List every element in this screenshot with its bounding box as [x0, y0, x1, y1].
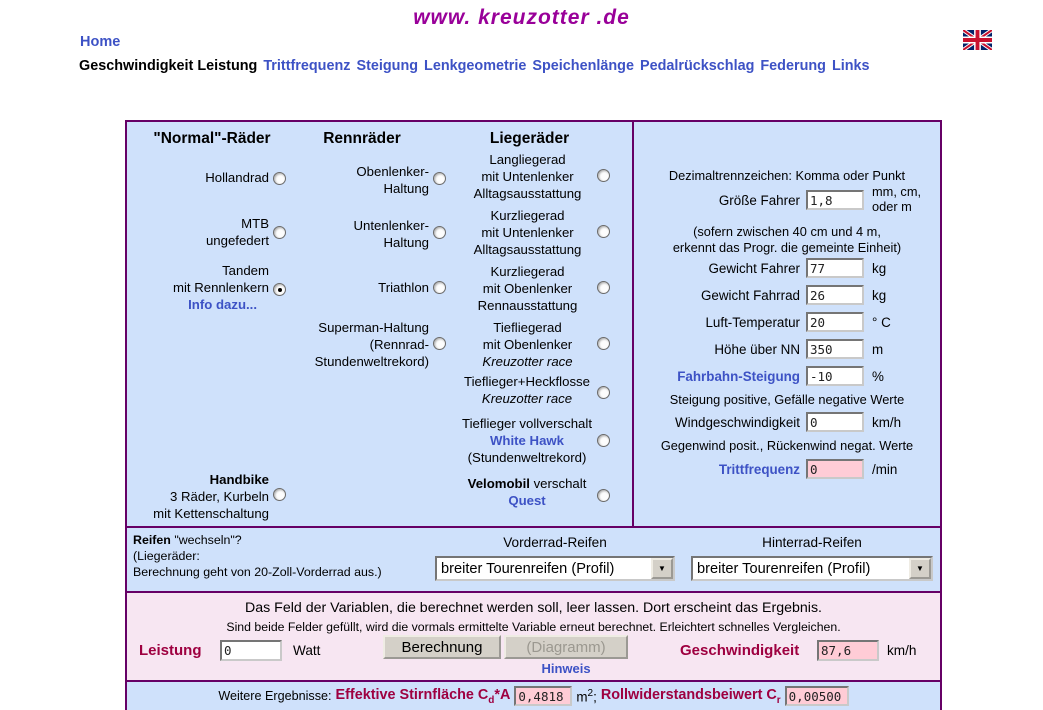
leistung-unit: Watt: [293, 643, 321, 658]
bike-and-params-section: [127, 122, 940, 526]
bike-radio-obenlenker[interactable]: [433, 172, 446, 185]
param-row-wind: [634, 412, 940, 434]
bike-option-tandem-label: [127, 262, 269, 313]
cda-subscript: d: [488, 694, 495, 706]
nav-link-lenkgeometrie[interactable]: Lenkgeometrie: [424, 58, 527, 74]
bike-option-mtb-label: [127, 215, 269, 249]
bike-option-obenlenker-label: [277, 163, 429, 197]
bike-line: Rennausstattung: [477, 298, 578, 313]
bike-option-handbike-label: [127, 471, 269, 522]
groesse-input[interactable]: [806, 190, 864, 210]
bike-radio-untenlenker[interactable]: [433, 226, 446, 239]
cr-label-text: Rollwiderstandsbeiwert C: [600, 686, 777, 703]
bike-line: MTB: [241, 216, 269, 231]
windgeschwindigkeit-unit: km/h: [872, 415, 902, 430]
bike-line: Haltung: [383, 235, 429, 250]
bike-line: Alltagsausstattung: [473, 186, 582, 201]
bike-radio-vollverschalt[interactable]: [597, 434, 610, 447]
param-row-gewicht-fahrrad: [634, 285, 940, 307]
bike-radio-kurzlieger-unten[interactable]: [597, 225, 610, 238]
bike-option-untenlenker-label: [277, 217, 429, 251]
gewicht-fahrrad-input[interactable]: [806, 285, 864, 305]
geschwindigkeit-unit: km/h: [887, 643, 917, 658]
berechnung-button[interactable]: Berechnung: [383, 635, 501, 659]
bike-option-tieflieger-label: [460, 319, 595, 370]
bike-line: Tieflieger vollverschalt: [462, 416, 592, 431]
calc-instruction-1: Das Feld der Variablen, die berechnet werden soll, leer lassen. Dort erscheint das Ergebnis.: [245, 600, 822, 616]
param-row-hoehe: [634, 339, 940, 361]
trittfrequenz-input[interactable]: [806, 459, 864, 479]
fahrbahn-steigung-input[interactable]: [806, 366, 864, 386]
gewicht-fahrrad-unit: kg: [872, 288, 887, 303]
bike-option-superman-label: [277, 319, 429, 370]
param-row-groesse: [634, 184, 940, 214]
bike-line: Langliegerad: [489, 152, 566, 167]
geschwindigkeit-label: Geschwindigkeit: [680, 642, 800, 659]
calculator-box: [125, 120, 942, 710]
bike-line: Untenlenker-: [353, 218, 429, 233]
bike-line: mit Obenlenker: [482, 337, 573, 352]
rear-tire-select[interactable]: [691, 556, 933, 581]
bike-radio-handbike[interactable]: [273, 488, 286, 501]
bike-line: Tandem: [222, 263, 269, 278]
param-row-luft-temperatur: [634, 312, 940, 334]
bike-line: (Stundenweltrekord): [467, 450, 587, 465]
bike-line: Tieflieger+Heckflosse: [464, 374, 590, 389]
bike-line: mit Kettenschaltung: [153, 506, 269, 521]
decimal-note: Dezimaltrennzeichen: Komma oder Punkt: [668, 168, 906, 183]
bike-line: Alltagsausstattung: [473, 242, 582, 257]
tire-note-line3: Berechnung geht von 20-Zoll-Vorderrad aus.): [133, 565, 382, 579]
white-hawk-link[interactable]: White Hawk: [489, 433, 564, 448]
nav-link-trittfrequenz[interactable]: Trittfrequenz: [263, 58, 351, 74]
gewicht-fahrrad-label: Gewicht Fahrrad: [701, 288, 800, 303]
tires-section: [127, 526, 940, 591]
gewicht-fahrer-input[interactable]: [806, 258, 864, 278]
diagramm-button: (Diagramm): [504, 635, 628, 659]
tire-note-line2: (Liegeräder:: [133, 549, 200, 563]
results-prefix: Weitere Ergebnisse:: [218, 689, 332, 703]
bike-line: (Rennrad-: [369, 337, 429, 352]
rear-tire-dropdown-arrow-icon[interactable]: ▼: [909, 558, 931, 579]
front-tire-header: Vorderrad-Reifen: [503, 535, 607, 550]
windgeschwindigkeit-label: Windgeschwindigkeit: [674, 415, 800, 430]
bike-radio-heckflosse[interactable]: [597, 386, 610, 399]
hinweis-link-wrap: [504, 661, 628, 676]
rear-tire-header: Hinterrad-Reifen: [762, 535, 862, 550]
trittfrequenz-unit: /min: [872, 462, 898, 477]
cr-label: [601, 687, 781, 706]
cda-unit-text: m: [576, 689, 588, 705]
results-separator: ;: [593, 689, 597, 705]
bike-line: Kurzliegerad: [490, 208, 565, 223]
gewicht-fahrer-label: Gewicht Fahrer: [708, 261, 800, 276]
bike-line-italic: Kreuzotter race: [482, 354, 573, 369]
nav-link-pedalrueckschlag[interactable]: Pedalrückschlag: [639, 58, 755, 74]
bike-radio-langlieger[interactable]: [597, 169, 610, 182]
bike-option-langlieger-label: [460, 151, 595, 202]
nav-current-page: Geschwindigkeit Leistung: [79, 58, 258, 74]
bike-line: mit Rennlenkern: [172, 280, 269, 295]
leistung-input[interactable]: [220, 640, 282, 661]
bike-option-velomobil-label: [452, 475, 602, 509]
bike-line: Handbike: [209, 472, 269, 487]
bike-line: 3 Räder, Kurbeln: [170, 489, 269, 504]
tire-note-rest: "wechseln"?: [170, 533, 242, 547]
bike-line: Tiefliegerad: [493, 320, 562, 335]
front-tire-dropdown-arrow-icon[interactable]: ▼: [651, 558, 673, 579]
further-results-section: [127, 680, 940, 710]
bike-line: Superman-Haltung: [318, 320, 429, 335]
front-tire-select[interactable]: [435, 556, 675, 581]
bike-option-vollverschalt-label: [452, 415, 602, 466]
param-row-trittfrequenz: [634, 459, 940, 481]
front-tire-selected-value: breiter Tourenreifen (Profil): [441, 560, 615, 577]
bike-radio-triathlon[interactable]: [433, 281, 446, 294]
bike-radio-velomobil[interactable]: [597, 489, 610, 502]
tire-note: [133, 532, 382, 580]
cda-label-text: Effektive Stirnfläche C: [335, 686, 489, 703]
hinweis-link[interactable]: Hinweis: [541, 661, 591, 676]
bike-line: verschalt: [529, 476, 587, 491]
bike-line: Velomobil: [467, 476, 530, 491]
calculation-section: [127, 591, 940, 680]
unit-line: mm, cm,: [872, 184, 922, 199]
hoehe-input[interactable]: [806, 339, 864, 359]
bike-radio-tieflieger[interactable]: [597, 337, 610, 350]
hoehe-unit: m: [872, 342, 884, 357]
cda-unit-sup: 2: [587, 687, 594, 699]
bike-line-italic: Kreuzotter race: [481, 391, 573, 406]
size-note-2: erkennt das Progr. die gemeinte Einheit): [672, 240, 902, 255]
luft-temperatur-label: Luft-Temperatur: [705, 315, 800, 330]
param-row-steigung: [634, 366, 940, 388]
geschwindigkeit-result-field[interactable]: [817, 640, 879, 661]
bike-line: mit Obenlenker: [482, 281, 573, 296]
windgeschwindigkeit-input[interactable]: [806, 412, 864, 432]
bike-option-hollandrad-label: [127, 169, 269, 186]
bike-selector: [127, 122, 634, 526]
calc-instruction-2: Sind beide Felder gefüllt, wird die vormals ermittelte Variable erneut berechnet. Erleichtert schnelles Vergleichen.: [226, 620, 841, 634]
tire-note-bold: Reifen: [133, 533, 171, 547]
bike-line: Haltung: [383, 181, 429, 196]
bike-line: mit Untenlenker: [481, 225, 574, 240]
groesse-unit: [872, 184, 921, 214]
fahrbahn-steigung-link[interactable]: Fahrbahn-Steigung: [677, 369, 800, 384]
bike-option-kurzlieger-oben-label: [460, 263, 595, 314]
cda-label: [336, 687, 511, 706]
nav-link-federung[interactable]: Federung: [760, 58, 826, 74]
cr-result-field[interactable]: [785, 686, 849, 706]
bike-line: Triathlon: [378, 280, 429, 295]
bike-line: Hollandrad: [205, 170, 269, 185]
bike-radio-kurzlieger-oben[interactable]: [597, 281, 610, 294]
rear-tire-selected-value: breiter Tourenreifen (Profil): [697, 560, 871, 577]
hoehe-label: Höhe über NN: [714, 342, 800, 357]
nav-link-speichenlaenge[interactable]: Speichenlänge: [532, 58, 634, 74]
main-nav: [79, 58, 1019, 74]
further-results-row: [127, 686, 940, 706]
parameters-panel: [634, 122, 940, 526]
bike-line: Obenlenker-: [356, 164, 429, 179]
column-header-normal-raeder: "Normal"-Räder: [153, 130, 271, 147]
luft-temperatur-unit: ° C: [872, 315, 891, 330]
nav-link-links[interactable]: Links: [831, 58, 870, 74]
uk-flag-icon[interactable]: [963, 30, 992, 50]
param-row-gewicht-fahrer: [634, 258, 940, 280]
nav-link-steigung[interactable]: Steigung: [356, 58, 419, 74]
groesse-label: Größe Fahrer: [718, 193, 800, 208]
unit-line: oder m: [872, 199, 912, 214]
gewicht-fahrer-unit: kg: [872, 261, 887, 276]
wind-note: Gegenwind posit., Rückenwind negat. Werte: [660, 438, 914, 453]
trittfrequenz-link[interactable]: Trittfrequenz: [718, 462, 800, 477]
column-header-rennraeder: Rennräder: [323, 130, 401, 147]
leistung-label: Leistung: [139, 642, 202, 659]
bike-radio-superman[interactable]: [433, 337, 446, 350]
cda-unit: [576, 688, 596, 704]
quest-link[interactable]: Quest: [508, 493, 546, 508]
column-header-liegeraeder: Liegeräder: [489, 130, 570, 147]
tandem-info-link[interactable]: Info dazu...: [188, 297, 257, 312]
bike-option-triathlon-label: [277, 279, 429, 296]
cda-suffix: *A: [494, 686, 511, 703]
bike-line: Kurzliegerad: [490, 264, 565, 279]
home-link[interactable]: Home: [80, 34, 121, 50]
cr-subscript: r: [776, 694, 781, 706]
site-title: www. kreuzotter .de: [413, 6, 630, 29]
bike-option-heckflosse-label: [452, 373, 602, 407]
bike-line: mit Untenlenker: [481, 169, 574, 184]
bike-line: Stundenweltrekord): [314, 354, 429, 369]
luft-temperatur-input[interactable]: [806, 312, 864, 332]
fahrbahn-steigung-unit: %: [872, 369, 884, 384]
bike-line: ungefedert: [205, 233, 269, 248]
steigung-note: Steigung positive, Gefälle negative Werte: [669, 392, 905, 407]
bike-option-kurzlieger-unten-label: [460, 207, 595, 258]
cda-result-field[interactable]: [514, 686, 572, 706]
size-note-1: (sofern zwischen 40 cm und 4 m,: [693, 224, 881, 239]
